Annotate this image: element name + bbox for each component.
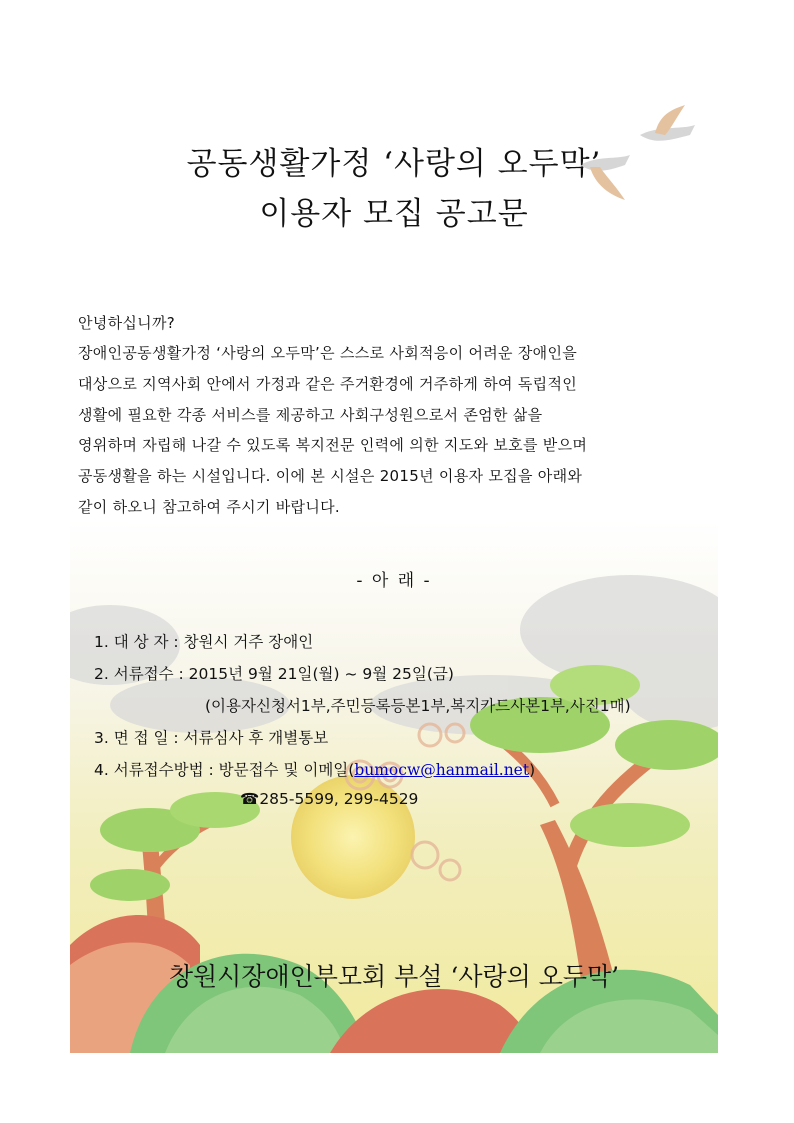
item-interview-date: 3. 면 접 일 : 서류심사 후 개별통보 xyxy=(94,729,329,747)
page-title: 공동생활가정 ‘사랑의 오두막’ xyxy=(186,146,602,182)
item-target: 1. 대 상 자 : 창원시 거주 장애인 xyxy=(94,633,314,651)
phone-line xyxy=(240,790,418,808)
email-link[interactable]: bumocw@hanmail.net xyxy=(354,761,530,779)
item-submission-method-text: 4. 서류접수방법 : 방문접수 및 이메일( xyxy=(94,761,355,779)
page-subtitle: 이용자 모집 공고문 xyxy=(259,196,529,232)
body-text-line: 생활에 필요한 각종 서비스를 제공하고 사회구성원으로서 존엄한 삶을 xyxy=(78,406,543,424)
phone-icon: ☎ xyxy=(240,790,260,808)
notice-heading: - 아 래 - xyxy=(356,571,432,591)
item-submission-period: 2. 서류접수 : 2015년 9월 21일(월) ~ 9월 25일(금) xyxy=(94,665,454,683)
body-text-line: 같이 하오니 참고하여 주시기 바랍니다. xyxy=(78,498,340,516)
body-text-line: 대상으로 지역사회 안에서 가정과 같은 주거환경에 거주하게 하여 독립적인 xyxy=(78,375,578,393)
item-submission-method xyxy=(94,758,535,780)
phone-numbers: 285-5599, 299-4529 xyxy=(259,790,419,808)
body-text-line: 공동생활을 하는 시설입니다. 이에 본 시설은 2015년 이용자 모집을 아래와 xyxy=(78,467,583,485)
organization-footer: 창원시장애인부모회 부설 ‘사랑의 오두막’ xyxy=(168,962,620,991)
closing-paren: ) xyxy=(529,761,536,779)
body-text-line: 영위하며 자립해 나갈 수 있도록 복지전문 인력에 의한 지도와 보호를 받으며 xyxy=(78,436,588,454)
item-required-documents: (이용자신청서1부,주민등록등본1부,복지카드사본1부,사진1매) xyxy=(205,697,631,715)
body-text-line: 장애인공동생활가정 ‘사랑의 오두막’은 스스로 사회적응이 어려운 장애인을 xyxy=(78,344,578,362)
greeting-line: 안녕하십니까? xyxy=(78,314,176,332)
